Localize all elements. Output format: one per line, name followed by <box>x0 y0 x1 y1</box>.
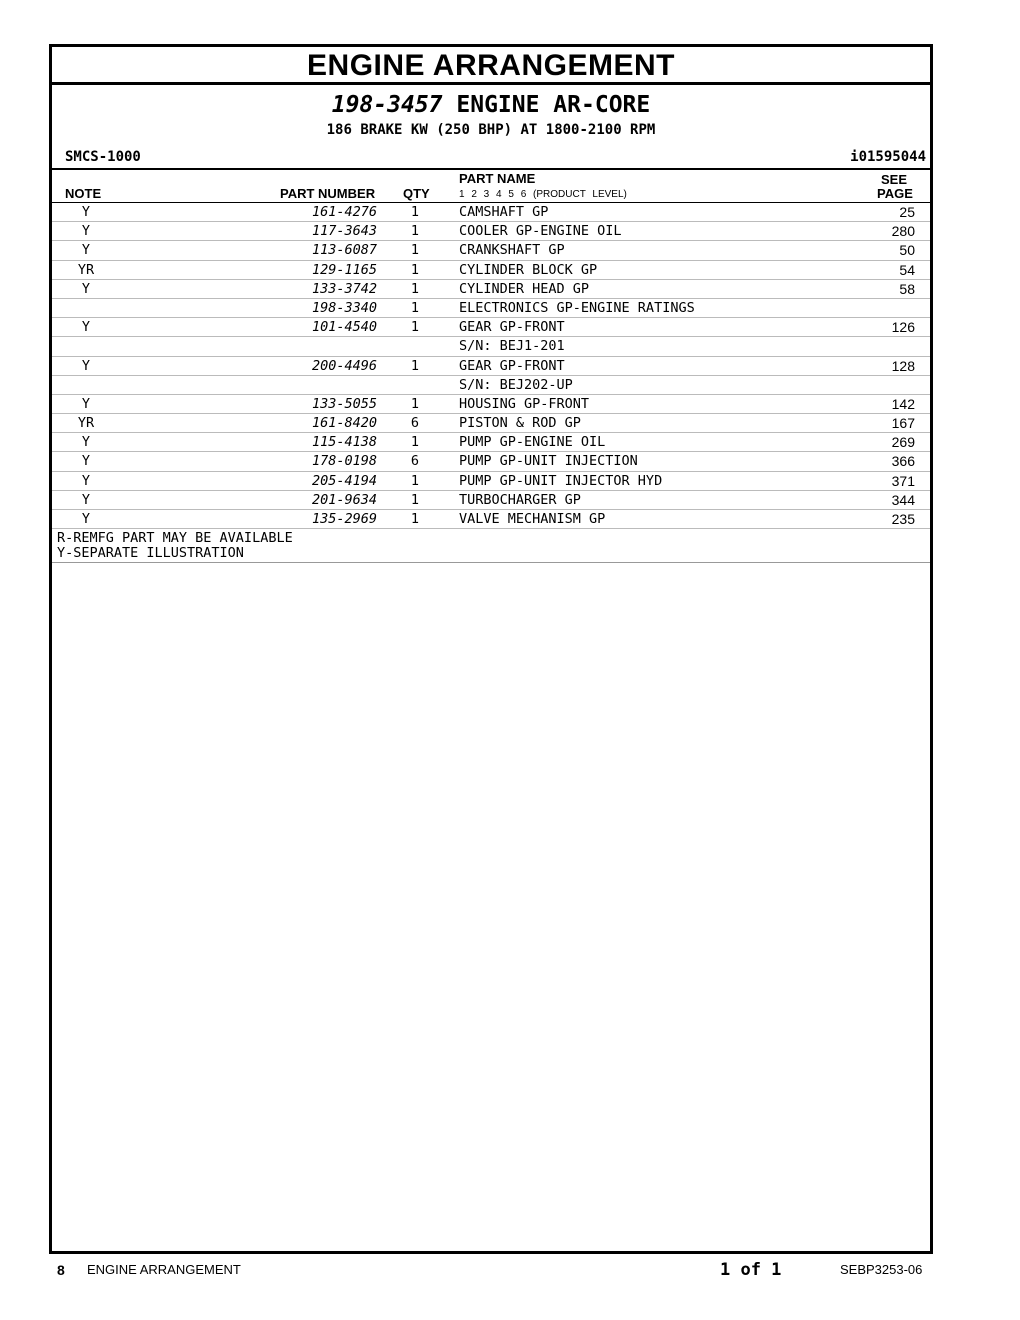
qty-cell: 6 <box>410 415 420 432</box>
table-row <box>52 510 930 529</box>
page-footer <box>0 1262 1020 1282</box>
header-note: NOTE <box>65 186 102 201</box>
table-row <box>52 318 930 337</box>
part-name-cell: ELECTRONICS GP-ENGINE RATINGS <box>459 299 695 316</box>
part-number-cell: 113-6087 <box>311 242 377 259</box>
note-cell: Y <box>81 395 91 412</box>
part-number-cell: 115-4138 <box>311 434 377 451</box>
note-cell: Y <box>81 319 91 336</box>
part-name-cell: S/N: BEJ1-201 <box>459 338 565 355</box>
header-see: SEE <box>881 172 908 187</box>
part-number-cell: 198-3340 <box>311 299 377 316</box>
part-number-cell: 200-4496 <box>311 357 377 374</box>
illustration-id: i01595044 <box>850 149 926 165</box>
table-row <box>52 261 930 280</box>
table-row <box>52 357 930 376</box>
group-name: ENGINE AR-CORE <box>456 92 651 118</box>
qty-cell: 1 <box>410 319 420 336</box>
qty-cell: 1 <box>410 242 420 259</box>
note-cell: Y <box>81 223 91 240</box>
part-number-cell: 161-4276 <box>311 204 377 220</box>
table-row <box>52 299 930 318</box>
note-cell: Y <box>81 453 91 470</box>
part-number-cell: 201-9634 <box>311 491 377 508</box>
header-part-number: PART NUMBER <box>280 186 376 201</box>
qty-cell: 1 <box>410 223 420 240</box>
footer-doc-id: SEBP3253-06 <box>840 1262 923 1277</box>
document-frame <box>49 44 933 1254</box>
footer-page-of: 1 of 1 <box>720 1260 782 1280</box>
note-cell: Y <box>81 491 91 508</box>
note-cell: Y <box>81 357 91 374</box>
part-number-cell: 161-8420 <box>311 415 377 432</box>
see-page-cell: 269 <box>891 434 915 451</box>
table-row <box>52 414 930 433</box>
qty-cell: 1 <box>410 299 420 316</box>
table-row <box>52 222 930 241</box>
part-name-cell: CYLINDER BLOCK GP <box>459 261 598 278</box>
part-number-cell: 135-2969 <box>311 511 377 527</box>
part-name-cell: COOLER GP-ENGINE OIL <box>459 223 622 240</box>
part-name-cell: S/N: BEJ202-UP <box>459 376 573 393</box>
part-name-cell: PUMP GP-ENGINE OIL <box>459 434 606 451</box>
part-name-cell: CRANKSHAFT GP <box>459 242 565 259</box>
table-row <box>52 491 930 510</box>
part-name-cell: GEAR GP-FRONT <box>459 319 565 336</box>
part-name-cell: TURBOCHARGER GP <box>459 491 581 508</box>
note-cell: YR <box>77 415 95 432</box>
group-number: 198-3457 <box>331 92 443 118</box>
header-page: PAGE <box>877 186 913 201</box>
note-cell: Y <box>81 434 91 451</box>
note-cell: Y <box>81 511 91 527</box>
qty-cell: 6 <box>410 453 420 470</box>
footer-section: ENGINE ARRANGEMENT <box>87 1262 241 1277</box>
qty-cell: 1 <box>410 280 420 297</box>
page-title: ENGINE ARRANGEMENT <box>52 47 930 85</box>
header-product-level: 1 2 3 4 5 6 (PRODUCT LEVEL) <box>459 189 627 200</box>
see-page-cell: 126 <box>891 319 915 336</box>
part-number-cell: 205-4194 <box>311 472 377 489</box>
part-number-cell: 178-0198 <box>311 453 377 470</box>
note-cell: Y <box>81 204 91 220</box>
part-number-cell: 101-4540 <box>311 319 377 336</box>
see-page-cell: 54 <box>899 261 915 278</box>
note-cell: Y <box>81 280 91 297</box>
table-row <box>52 395 930 414</box>
see-page-cell: 25 <box>899 204 915 220</box>
part-number-cell: 133-5055 <box>311 395 377 412</box>
part-name-cell: PUMP GP-UNIT INJECTOR HYD <box>459 472 663 489</box>
header-qty: QTY <box>403 186 430 201</box>
header-divider <box>52 168 930 170</box>
note-cell: Y <box>81 242 91 259</box>
see-page-cell: 167 <box>891 415 915 432</box>
qty-cell: 1 <box>410 434 420 451</box>
note-cell: Y <box>81 472 91 489</box>
qty-cell: 1 <box>410 472 420 489</box>
qty-cell: 1 <box>410 511 420 527</box>
qty-cell: 1 <box>410 204 420 220</box>
part-name-cell: GEAR GP-FRONT <box>459 357 565 374</box>
qty-cell: 1 <box>410 491 420 508</box>
see-page-cell: 344 <box>891 491 915 508</box>
note-cell: YR <box>77 261 95 278</box>
part-name-cell: PISTON & ROD GP <box>459 415 581 432</box>
see-page-cell: 366 <box>891 453 915 470</box>
see-page-cell: 128 <box>891 357 915 374</box>
qty-cell: 1 <box>410 357 420 374</box>
table-row <box>52 280 930 299</box>
see-page-cell: 235 <box>891 511 915 527</box>
table-row <box>52 241 930 260</box>
table-row <box>52 472 930 491</box>
table-row <box>52 452 930 471</box>
smcs-code: SMCS-1000 <box>65 149 141 165</box>
qty-cell: 1 <box>410 261 420 278</box>
part-name-cell: VALVE MECHANISM GP <box>459 511 606 527</box>
part-name-cell: CAMSHAFT GP <box>459 204 549 220</box>
table-row <box>52 433 930 452</box>
footer-page-number: 8 <box>57 1262 65 1278</box>
legend-separate-illustration: Y-SEPARATE ILLUSTRATION <box>57 545 244 562</box>
see-page-cell: 371 <box>891 472 915 489</box>
part-name-cell: HOUSING GP-FRONT <box>459 395 590 412</box>
part-name-cell: PUMP GP-UNIT INJECTION <box>459 453 638 470</box>
legend-remfg: R-REMFG PART MAY BE AVAILABLE <box>57 530 293 547</box>
part-number-cell: 117-3643 <box>311 223 377 240</box>
qty-cell: 1 <box>410 395 420 412</box>
part-number-cell: 129-1165 <box>311 261 377 278</box>
part-number-cell: 133-3742 <box>311 280 377 297</box>
see-page-cell: 142 <box>891 395 915 412</box>
part-name-cell: CYLINDER HEAD GP <box>459 280 590 297</box>
header-part-name: PART NAME <box>459 171 536 186</box>
parts-table <box>52 203 930 563</box>
see-page-cell: 58 <box>899 280 915 297</box>
see-page-cell: 50 <box>899 242 915 259</box>
table-row <box>52 203 930 222</box>
table-row <box>52 337 930 356</box>
group-title <box>52 91 930 119</box>
see-page-cell: 280 <box>891 223 915 240</box>
engine-rating: 186 BRAKE KW (250 BHP) AT 1800-2100 RPM <box>326 122 656 138</box>
legend <box>52 529 930 563</box>
table-row <box>52 376 930 395</box>
